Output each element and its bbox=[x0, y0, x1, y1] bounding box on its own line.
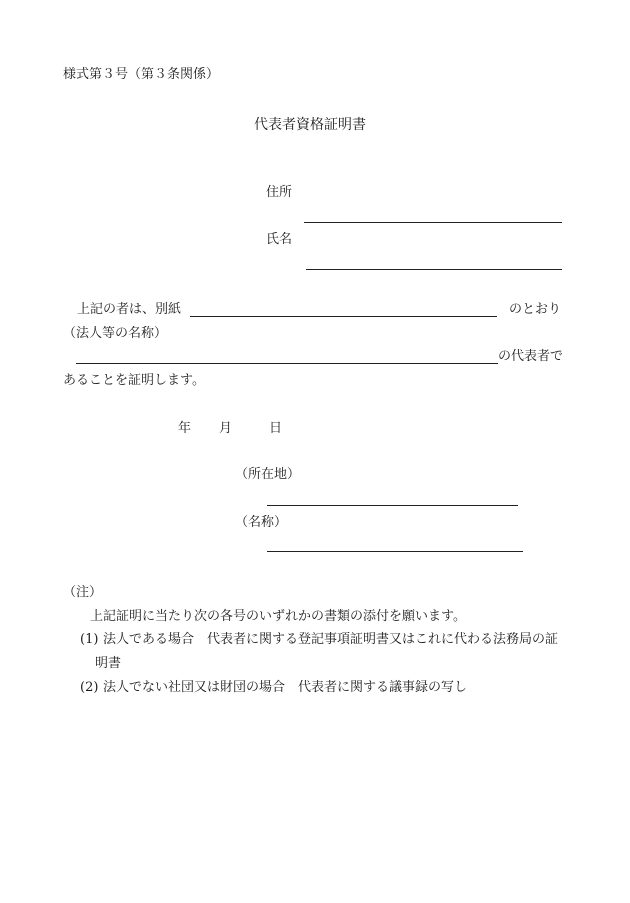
address-field-line[interactable] bbox=[304, 222, 562, 223]
note-item2-number: (2) bbox=[80, 680, 99, 695]
date-day: 日 bbox=[269, 421, 283, 436]
issuer-name-label: （名称） bbox=[235, 515, 288, 530]
note-item2-text: 法人でない社団又は財団の場合 代表者に関する議事録の写し bbox=[103, 680, 468, 695]
name-label: 氏名 bbox=[266, 232, 293, 247]
org-name-note: （法人等の名称） bbox=[63, 326, 168, 341]
certification-line1-prefix: 上記の者は、別紙 bbox=[77, 302, 182, 317]
org-name-field-line[interactable] bbox=[76, 363, 498, 364]
certification-line1-suffix: のとおり bbox=[509, 302, 562, 317]
attachment-field-line[interactable] bbox=[190, 316, 497, 317]
issuer-name-field-line[interactable] bbox=[267, 551, 523, 552]
notes-heading: （注） bbox=[63, 585, 103, 600]
notes-intro: 上記証明に当たり次の各号のいずれかの書類の添付を願います。 bbox=[90, 609, 466, 624]
certification-line3: あることを証明します。 bbox=[63, 373, 205, 388]
note-item1-continued: 明書 bbox=[95, 656, 122, 671]
issuer-location-label: （所在地） bbox=[235, 467, 301, 482]
certification-line2-suffix: の代表者で bbox=[498, 349, 564, 364]
note-item1-text: 法人である場合 代表者に関する登記事項証明書又はこれに代わる法務局の証 bbox=[103, 632, 559, 647]
document-title: 代表者資格証明書 bbox=[254, 117, 366, 133]
name-field-line[interactable] bbox=[306, 269, 562, 270]
address-label: 住所 bbox=[266, 185, 293, 200]
issuer-location-field-line[interactable] bbox=[267, 505, 518, 506]
date-month: 月 bbox=[219, 421, 233, 436]
form-number: 様式第３号（第３条関係） bbox=[63, 67, 220, 82]
note-item1-number: (1) bbox=[80, 632, 99, 647]
date-year: 年 bbox=[178, 421, 192, 436]
